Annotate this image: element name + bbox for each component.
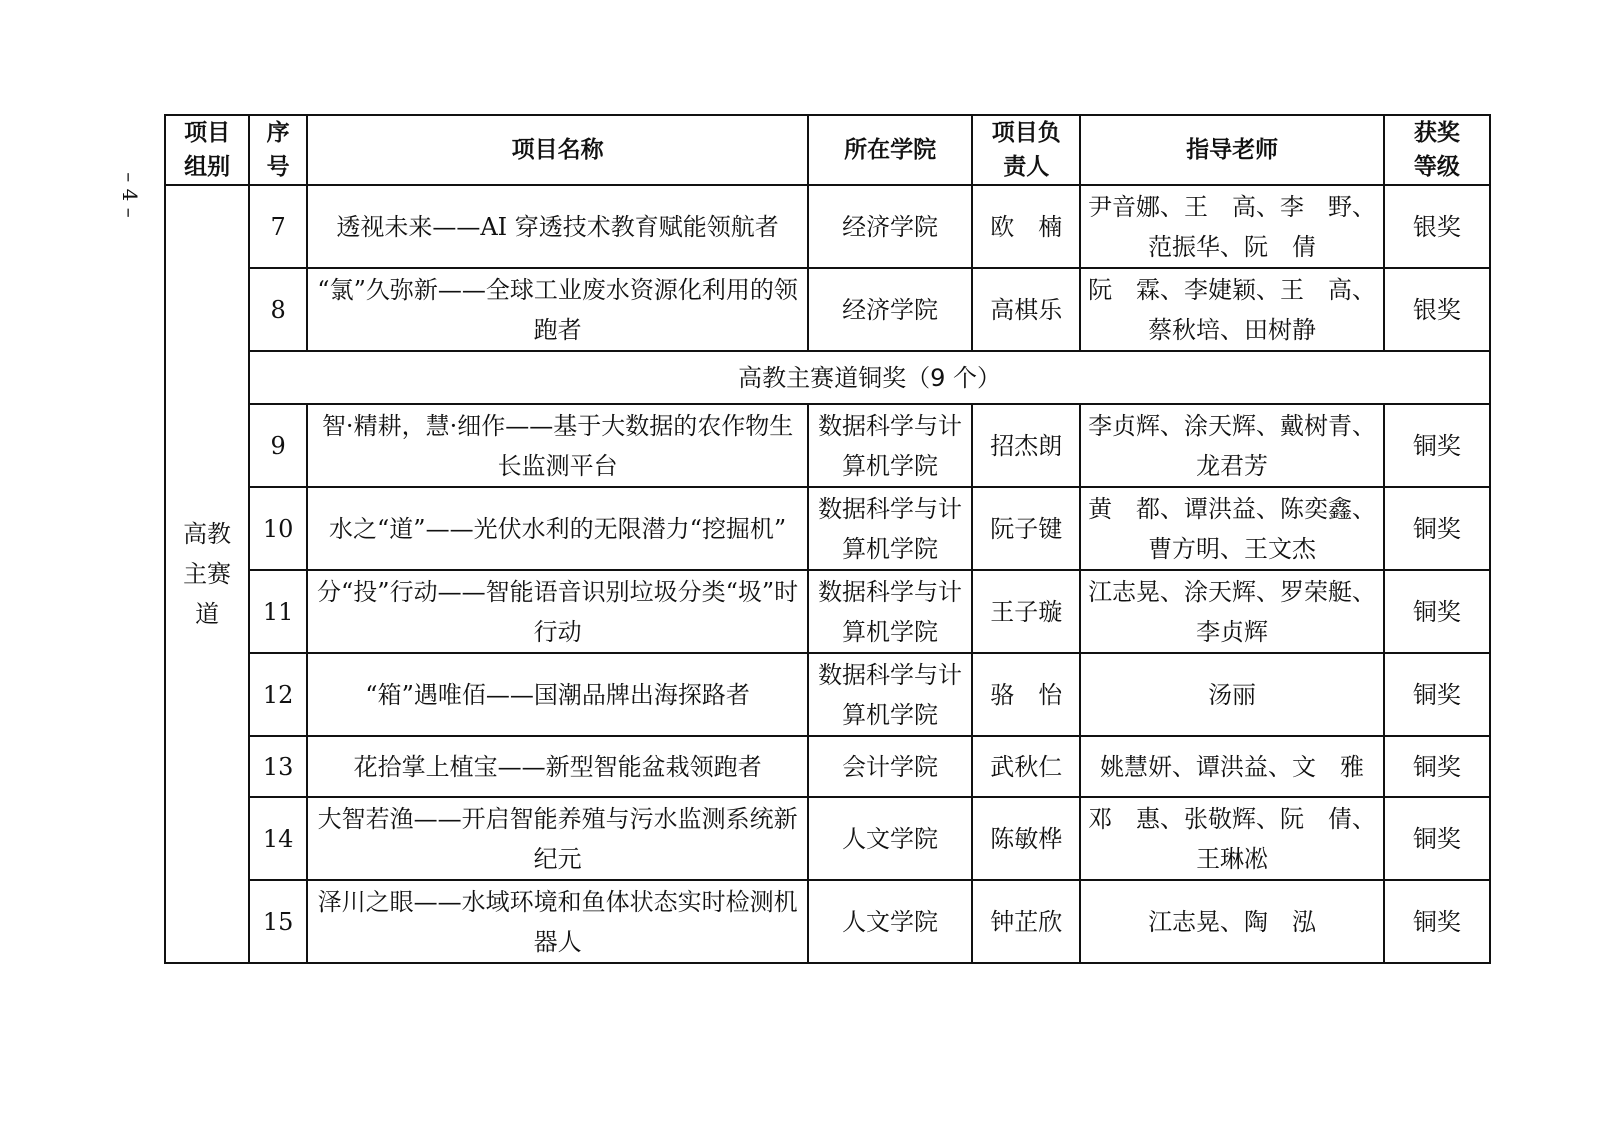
leader-cell: 钟芷欣 <box>972 880 1080 963</box>
table-row <box>165 268 1490 351</box>
advisor-cell: 李贞辉、涂天辉、戴树青、龙君芳 <box>1080 404 1383 487</box>
seq-cell: 9 <box>249 404 307 487</box>
table-row <box>165 487 1490 570</box>
project-name: “箱”遇唯佰——国潮品牌出海探路者 <box>307 653 808 736</box>
header-advisor: 指导老师 <box>1080 115 1383 185</box>
page-number: – 4 – <box>118 172 142 218</box>
award-cell: 铜奖 <box>1384 487 1490 570</box>
project-name: 透视未来——AI 穿透技术教育赋能领航者 <box>307 185 808 268</box>
table-row <box>165 653 1490 736</box>
project-name: 水之“道”——光伏水利的无限潜力“挖掘机” <box>307 487 808 570</box>
award-table <box>164 114 1491 964</box>
group-label: 高教主赛道 <box>165 185 249 963</box>
leader-cell: 高棋乐 <box>972 268 1080 351</box>
award-cell: 铜奖 <box>1384 570 1490 653</box>
advisor-cell: 尹音娜、王 高、李 野、范振华、阮 倩 <box>1080 185 1383 268</box>
award-cell: 铜奖 <box>1384 880 1490 963</box>
seq-cell: 14 <box>249 797 307 880</box>
header-group: 项目组别 <box>165 115 249 185</box>
college-cell: 人文学院 <box>808 797 972 880</box>
college-cell: 数据科学与计算机学院 <box>808 653 972 736</box>
advisor-cell: 汤丽 <box>1080 653 1383 736</box>
table-row <box>165 185 1490 268</box>
project-name: 智·精耕，慧·细作——基于大数据的农作物生长监测平台 <box>307 404 808 487</box>
table-row <box>165 880 1490 963</box>
college-cell: 会计学院 <box>808 736 972 797</box>
header-leader: 项目负责人 <box>972 115 1080 185</box>
project-name: 花拾掌上植宝——新型智能盆栽领跑者 <box>307 736 808 797</box>
college-cell: 经济学院 <box>808 268 972 351</box>
header-award: 获奖等级 <box>1384 115 1490 185</box>
leader-cell: 陈敏桦 <box>972 797 1080 880</box>
section-title: 高教主赛道铜奖（9 个） <box>249 351 1490 404</box>
seq-cell: 12 <box>249 653 307 736</box>
leader-cell: 招杰朗 <box>972 404 1080 487</box>
project-name: 分“投”行动——智能语音识别垃圾分类“圾”时行动 <box>307 570 808 653</box>
seq-cell: 11 <box>249 570 307 653</box>
award-cell: 银奖 <box>1384 185 1490 268</box>
advisor-cell: 姚慧妍、谭洪益、文 雅 <box>1080 736 1383 797</box>
award-cell: 铜奖 <box>1384 653 1490 736</box>
award-cell: 铜奖 <box>1384 404 1490 487</box>
table-row <box>165 570 1490 653</box>
leader-cell: 欧 楠 <box>972 185 1080 268</box>
award-cell: 银奖 <box>1384 268 1490 351</box>
leader-cell: 王子璇 <box>972 570 1080 653</box>
table-row <box>165 797 1490 880</box>
seq-cell: 10 <box>249 487 307 570</box>
college-cell: 数据科学与计算机学院 <box>808 404 972 487</box>
college-cell: 人文学院 <box>808 880 972 963</box>
project-name: 大智若渔——开启智能养殖与污水监测系统新纪元 <box>307 797 808 880</box>
project-name: 泽川之眼——水域环境和鱼体状态实时检测机器人 <box>307 880 808 963</box>
project-name: “氯”久弥新——全球工业废水资源化利用的领跑者 <box>307 268 808 351</box>
advisor-cell: 江志晃、涂天辉、罗荣艇、李贞辉 <box>1080 570 1383 653</box>
table-row <box>165 736 1490 797</box>
advisor-cell: 邓 惠、张敬辉、阮 倩、王琳凇 <box>1080 797 1383 880</box>
header-name: 项目名称 <box>307 115 808 185</box>
advisor-cell: 江志晃、陶 泓 <box>1080 880 1383 963</box>
college-cell: 数据科学与计算机学院 <box>808 570 972 653</box>
leader-cell: 骆 怡 <box>972 653 1080 736</box>
award-cell: 铜奖 <box>1384 797 1490 880</box>
section-row <box>165 351 1490 404</box>
table-row <box>165 404 1490 487</box>
college-cell: 数据科学与计算机学院 <box>808 487 972 570</box>
college-cell: 经济学院 <box>808 185 972 268</box>
seq-cell: 13 <box>249 736 307 797</box>
leader-cell: 武秋仁 <box>972 736 1080 797</box>
advisor-cell: 黄 都、谭洪益、陈奕鑫、曹方明、王文杰 <box>1080 487 1383 570</box>
leader-cell: 阮子键 <box>972 487 1080 570</box>
seq-cell: 15 <box>249 880 307 963</box>
seq-cell: 7 <box>249 185 307 268</box>
header-college: 所在学院 <box>808 115 972 185</box>
advisor-cell: 阮 霖、李婕颖、王 高、蔡秋培、田树静 <box>1080 268 1383 351</box>
award-cell: 铜奖 <box>1384 736 1490 797</box>
seq-cell: 8 <box>249 268 307 351</box>
header-row <box>165 115 1490 185</box>
header-seq: 序号 <box>249 115 307 185</box>
